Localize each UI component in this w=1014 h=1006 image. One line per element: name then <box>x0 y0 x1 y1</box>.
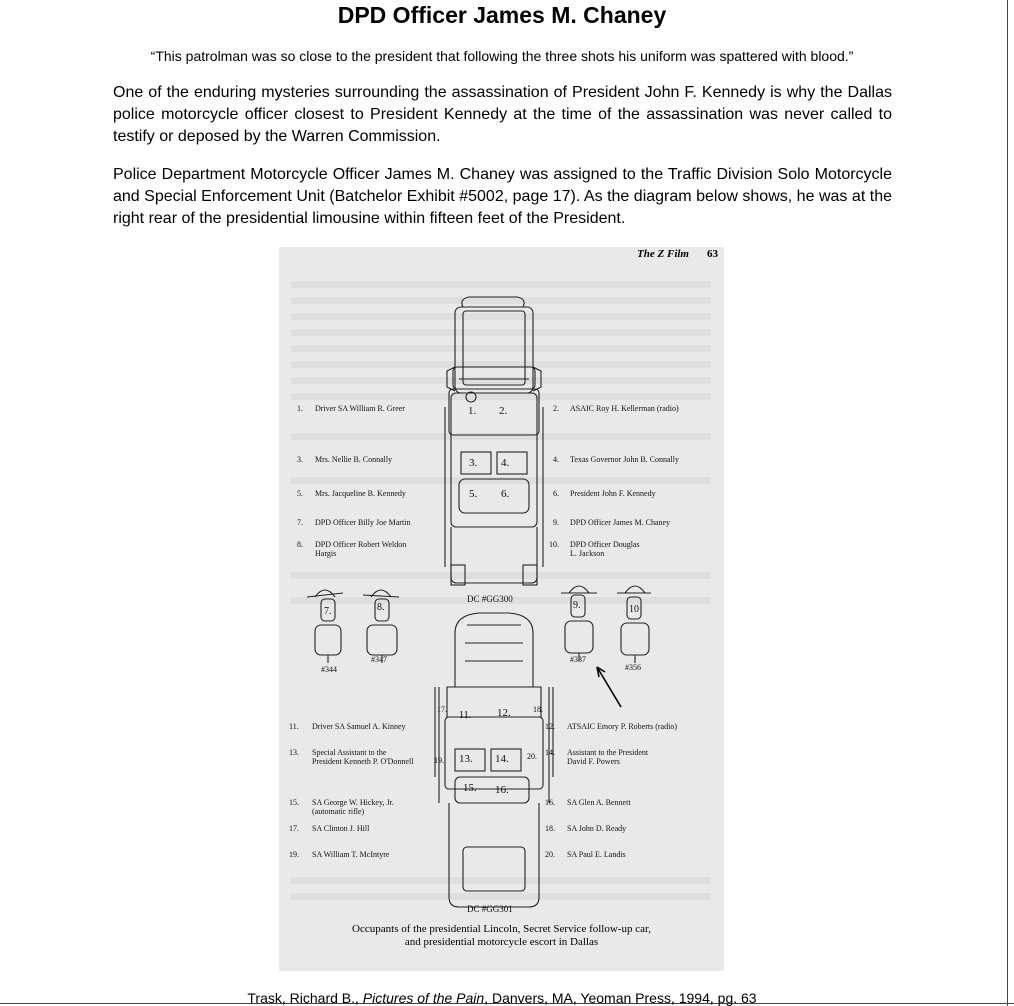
seat-number: 5. <box>469 488 478 500</box>
presidential-limousine-drawing <box>445 297 543 585</box>
legend-number: 11. <box>289 722 299 731</box>
legend-entry: Special Assistant to the President Kenneth P. O'Donnell <box>312 748 414 766</box>
epigraph-quote: “This patrolman was so close to the president that following the three shots his uniform was spattered with blood.” <box>150 48 854 64</box>
legend-entry: SA Glen A. Bennett <box>567 798 631 807</box>
paragraph-chaney-assignment: Police Department Motorcycle Officer James M. Chaney was assigned to the Traffic Division Solo Motorcycle and Special Enforcement Unit (Batchelor Exhibit #5002, page 17). As the diagram below shows, he was at the right rear of the presidential limousine within fifteen feet of the President. <box>113 166 892 227</box>
legend-number: 9. <box>553 518 559 527</box>
page-title: DPD Officer James M. Chaney <box>337 2 667 28</box>
legend-number: 17. <box>289 824 299 833</box>
legend-number: 10. <box>549 540 559 549</box>
motorcycle-number: 7. <box>324 606 332 617</box>
legend-number: 2. <box>553 404 559 413</box>
legend-number: 6. <box>553 489 559 498</box>
arrow-to-chaney <box>597 667 621 707</box>
seat-number: 14. <box>495 753 509 765</box>
citation <box>0 990 1004 1006</box>
legend-number: 15. <box>289 798 299 807</box>
seat-number: 15. <box>463 782 477 794</box>
seat-number: 3. <box>469 457 478 469</box>
caption-line-1: Occupants of the presidential Lincoln, Secret Service follow-up car, <box>352 923 651 935</box>
legend-entry: DPD Officer Billy Joe Martin <box>315 518 411 527</box>
motorcycle-number: 9. <box>573 600 581 611</box>
legend-number: 5. <box>297 489 303 498</box>
legend-entry: SA Paul E. Landis <box>567 850 626 859</box>
legend-number: 4. <box>553 455 559 464</box>
motorcycle-badge: #356 <box>625 663 641 672</box>
seat-number: 12. <box>497 707 511 719</box>
legend-number: 8. <box>297 540 303 549</box>
seat-number: 4. <box>501 457 510 469</box>
car-id-label: DC #GG300 <box>467 594 513 604</box>
legend-entry: ASAIC Roy H. Kellerman (radio) <box>570 404 679 413</box>
seat-number: 17. <box>437 705 447 714</box>
legend-entry: Driver SA Samuel A. Kinney <box>312 722 406 731</box>
seat-number: 2. <box>499 405 508 417</box>
legend-entry: ATSAIC Emory P. Roberts (radio) <box>567 722 677 731</box>
page-right-border <box>1007 0 1008 1006</box>
car-id-label: DC #GG301 <box>467 904 513 914</box>
figure-caption <box>279 923 724 949</box>
legend-entry: SA William T. McIntyre <box>312 850 390 859</box>
legend-entry: Texas Governor John B. Connally <box>570 455 679 464</box>
motorcycle-9-drawing <box>561 586 597 661</box>
legend-number: 16. <box>545 798 555 807</box>
seat-number: 16. <box>495 784 509 796</box>
book-page-number: 63 <box>707 248 718 260</box>
seat-number: 1. <box>468 405 477 417</box>
seat-number: 13. <box>459 753 473 765</box>
motorcycle-badge: #344 <box>321 665 337 674</box>
seat-number: 18. <box>533 705 543 714</box>
citation-book-title: Pictures of the Pain <box>362 990 485 1006</box>
motorcade-diagram <box>279 247 724 971</box>
legend-entry: SA George W. Hickey, Jr. (automatic rifle) <box>312 798 394 816</box>
caption-line-2: and presidential motorcycle escort in Dallas <box>404 936 599 948</box>
legend-entry: SA Clinton J. Hill <box>312 824 370 833</box>
legend-number: 18. <box>545 824 555 833</box>
legend-entry: DPD Officer Douglas L. Jackson <box>570 540 640 558</box>
seat-number: 6. <box>501 488 510 500</box>
legend-number: 3. <box>297 455 303 464</box>
legend-entry: Mrs. Nellie B. Connally <box>315 455 393 464</box>
legend-entry: Mrs. Jacqueline B. Kennedy <box>315 489 406 498</box>
legend-entry-chaney: DPD Officer James M. Chaney <box>570 518 671 527</box>
running-head-title: The Z Film <box>637 248 689 260</box>
motorcycle-10-drawing <box>617 586 651 663</box>
legend-number: 20. <box>545 850 555 859</box>
paragraph-intro: One of the enduring mysteries surrounding the assassination of President John F. Kennedy is why the Dallas police motorcycle officer closest to President Kennedy at the time of the assassination was never called to testify or deposed by the Warren Commission. <box>113 84 892 145</box>
scanned-book-page <box>279 247 724 971</box>
citation-author: Trask, Richard B., <box>247 990 363 1006</box>
legend-entry: President John F. Kennedy <box>570 489 656 498</box>
seat-number: 20. <box>527 752 537 761</box>
legend-entry: Driver SA William R. Greer <box>315 404 405 413</box>
seat-number: 19. <box>434 756 444 765</box>
legend-number: 7. <box>297 518 303 527</box>
legend-number: 12. <box>545 722 555 731</box>
legend-number: 14. <box>545 748 555 757</box>
motorcycle-number: 8. <box>377 602 385 613</box>
motorcycle-badge-chaney: #337 <box>570 655 586 664</box>
motorcycle-badge: #347 <box>371 655 387 664</box>
legend-number: 19. <box>289 850 299 859</box>
legend-number: 13. <box>289 748 299 757</box>
motorcycle-number: 10 <box>629 604 639 615</box>
legend-entry: SA John D. Ready <box>567 824 627 833</box>
legend-entry: DPD Officer Robert Weldon Hargis <box>315 540 407 558</box>
seat-number: 11. <box>459 710 472 721</box>
motorcycle-7-drawing <box>307 590 343 663</box>
legend-entry: Assistant to the President David F. Powers <box>567 748 649 766</box>
citation-publisher: , Danvers, MA, Yeoman Press, 1994, pg. 63 <box>484 990 757 1006</box>
legend-number: 1. <box>297 404 303 413</box>
motorcycle-8-drawing <box>363 590 399 663</box>
